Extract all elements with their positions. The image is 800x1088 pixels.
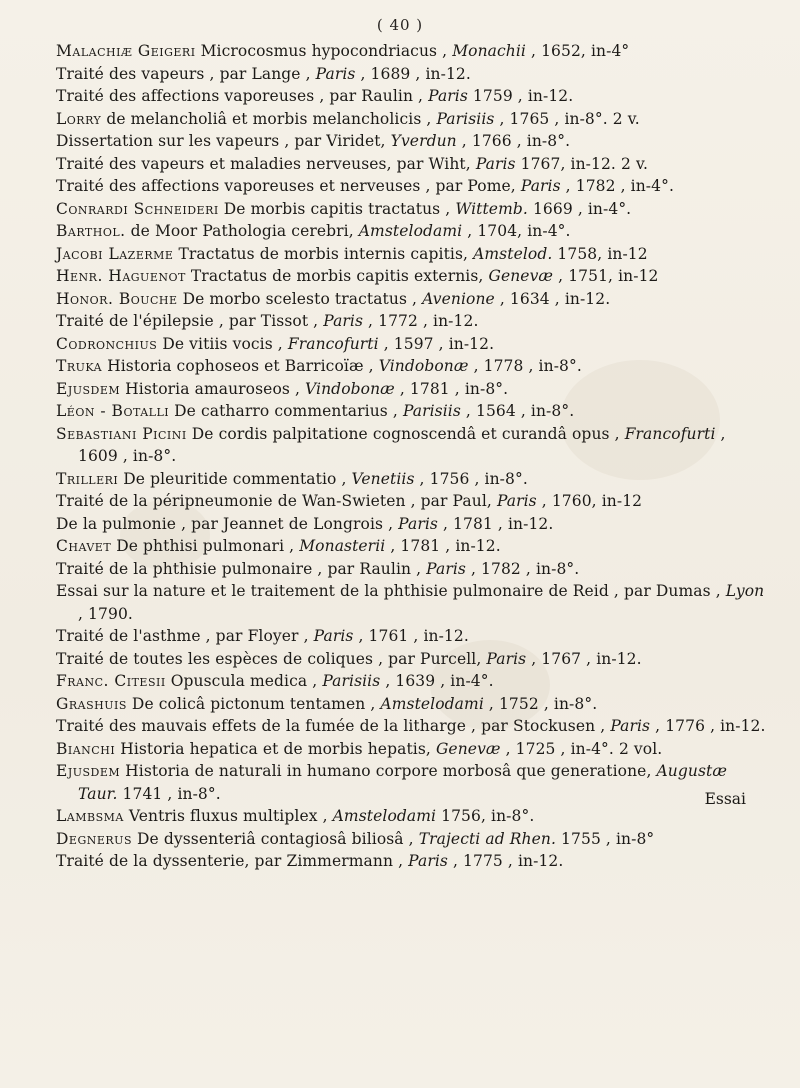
entry-title: Traité de la dyssenterie, par Zimmermann , (56, 852, 409, 870)
entry-imprint: , 1776 , in-12. (650, 717, 766, 735)
bibliography-entry (56, 490, 768, 513)
bibliography-entry (56, 175, 768, 198)
bibliography-entry (56, 63, 768, 86)
entry-imprint: 1756, in-8°. (436, 807, 535, 825)
bibliography-entry (56, 355, 768, 378)
entry-place: Monachii (452, 42, 526, 60)
entry-imprint: , 1639 , in-4°. (380, 672, 494, 690)
entry-author: Lorry (56, 109, 102, 128)
bibliography-entry (56, 108, 768, 131)
entry-place: Venetiis (351, 469, 415, 488)
entry-imprint: , 1760, in-12 (536, 492, 643, 510)
entry-place: Wittemb. (455, 199, 528, 218)
entry-place: Parisiis (436, 109, 495, 128)
entry-imprint: , 1767 , in-12. (526, 649, 642, 668)
entry-title: Traité des mauvais effets de la fumée de la litharge , par Stockusen , (56, 717, 611, 735)
entry-author: Honor. Bouche (56, 289, 178, 308)
entry-place: Amstelodami (358, 222, 463, 240)
entry-place: Paris (610, 717, 651, 735)
entry-title: de Moor Pathologia cerebri, (125, 222, 359, 240)
entry-imprint: , 1751, in-12 (553, 267, 659, 285)
bibliography-entry (56, 625, 768, 648)
entry-imprint: , 1781 , in-12. (437, 514, 554, 533)
entry-imprint: , 1689 , in-12. (355, 64, 471, 83)
entry-imprint: , 1765 , in-8°. 2 v. (494, 109, 640, 128)
bibliography-entry (56, 828, 768, 851)
entry-place: Parisiis (402, 402, 461, 420)
bibliography-entry (56, 423, 768, 468)
bibliography-entry (56, 288, 768, 311)
entry-imprint: , 1704, in-4°. (462, 222, 571, 240)
entry-imprint: , 1609 , in-8°. (78, 424, 726, 465)
entry-place: Paris (408, 852, 448, 870)
entry-imprint: , 1778 , in-8°. (468, 357, 582, 375)
entry-imprint: , 1725 , in-4°. 2 vol. (500, 739, 663, 758)
entry-place: Amstelod. (473, 244, 553, 263)
entry-place: Yverdun (390, 132, 457, 150)
bibliography-entry (56, 468, 768, 491)
entry-title: De catharro commentarius , (169, 402, 403, 420)
entry-author: Sebastiani Picini (56, 424, 187, 443)
bibliography-entry (56, 153, 768, 176)
entry-author: Jacobi Lazerme (56, 244, 174, 263)
catchword: Essai (704, 790, 746, 808)
entry-title: Traité de l'asthme , par Floyer , (56, 627, 314, 645)
entry-place: Paris (428, 87, 468, 105)
entry-place: Paris (323, 312, 364, 330)
entry-place: Genevæ (488, 267, 554, 285)
entry-author: Barthol. (56, 222, 126, 240)
entry-place: Paris (315, 64, 356, 83)
entry-author: Malachiæ Geigeri (56, 42, 196, 60)
entry-imprint: , 1761 , in-12. (353, 627, 469, 645)
entry-title: Dissertation sur les vapeurs , par Viridet, (56, 132, 391, 150)
entry-place: Vindobonæ (378, 357, 469, 375)
entry-title: Traité des affections vaporeuses , par Raulin , (56, 87, 429, 105)
entry-title: Traité de la phthisie pulmonaire , par Raulin , (56, 559, 427, 578)
bibliography-entry (56, 850, 768, 873)
bibliography-entry (56, 85, 768, 108)
entry-title: De vitiis vocis , (157, 334, 288, 353)
bibliography-entry (56, 333, 768, 356)
bibliography-entry (56, 198, 768, 221)
entry-place: Amstelodami (380, 694, 484, 713)
bibliography-entry (56, 378, 768, 401)
entry-author: Degnerus (56, 829, 132, 848)
entry-title: Historia de naturali in humano corpore morbosâ que generatione, (120, 762, 657, 780)
entry-imprint: , 1766 , in-8°. (456, 132, 571, 150)
entry-author: Truka (56, 357, 103, 375)
entry-place: Paris (426, 559, 466, 578)
bibliography-entry (56, 648, 768, 671)
entry-title: Historia hepatica et de morbis hepatis, (115, 739, 436, 758)
entry-author: Henr. Haguenot (56, 267, 186, 285)
entry-author: Bianchi (56, 739, 116, 758)
entry-title: Ventris fluxus multiplex , (123, 807, 333, 825)
entry-place: Trajecti ad Rhen. (418, 829, 557, 848)
entry-title: Tractatus de morbis capitis externis, (185, 267, 489, 285)
entry-imprint: , 1782 , in-8°. (465, 559, 580, 578)
entry-imprint: , 1790. (78, 604, 133, 623)
entry-title: Tractatus de morbis internis capitis, (173, 244, 474, 263)
entry-title: Opuscula medica , (165, 672, 323, 690)
bibliography-entry (56, 580, 768, 625)
entry-imprint: 1758, in-12 (552, 244, 648, 263)
bibliography-entry (56, 310, 768, 333)
entry-title: De morbo scelesto tractatus , (177, 289, 423, 308)
bibliography-entry (56, 693, 768, 716)
bibliography-entry (56, 400, 768, 423)
entry-imprint: , 1652, in-4° (526, 42, 630, 60)
entry-author: Ejusdem (56, 762, 121, 780)
entry-author: Trilleri (56, 469, 119, 488)
entry-author: Conrardi Schneideri (56, 199, 219, 218)
entry-author: Chavet (56, 537, 112, 555)
entry-place: Paris (313, 627, 354, 645)
entry-place: Avenione (422, 289, 495, 308)
entry-title: De dyssenteriâ contagiosâ biliosâ , (132, 829, 419, 848)
bibliography-entry (56, 513, 768, 536)
entry-imprint: , 1781 , in-12. (385, 537, 501, 555)
entry-place: Genevæ (435, 739, 501, 758)
entry-title: De la pulmonie , par Jeannet de Longrois , (56, 514, 399, 533)
entry-imprint: , 1782 , in-4°. (560, 177, 674, 195)
entry-author: Franc. Citesii (56, 672, 166, 690)
bibliography-entry (56, 670, 768, 693)
entry-author: Lambsma (56, 807, 124, 825)
entry-title: Traité de l'épilepsie , par Tissot , (56, 312, 324, 330)
bibliography-entry (56, 760, 768, 805)
entry-imprint: , 1756 , in-8°. (414, 469, 528, 488)
bibliography-entry (56, 558, 768, 581)
entry-imprint: , 1772 , in-12. (363, 312, 479, 330)
entry-place: Parisiis (322, 672, 381, 690)
bibliography-entry (56, 40, 768, 63)
entry-title: Traité des vapeurs et maladies nerveuses, par Wiht, (56, 154, 476, 173)
entry-imprint: 1741 , in-8°. (117, 784, 221, 803)
entry-place: Francofurti (287, 334, 379, 353)
entry-place: Monasterii (299, 537, 386, 555)
entry-title: de melancholiâ et morbis melancholicis , (101, 109, 437, 128)
bibliography-entry (56, 738, 768, 761)
entry-imprint: , 1597 , in-12. (378, 334, 495, 353)
entry-title: De pleuritide commentatio , (118, 469, 352, 488)
entry-title: Traité des vapeurs , par Lange , (56, 64, 316, 83)
bibliography-entry (56, 265, 768, 288)
entry-imprint: 1759 , in-12. (467, 87, 574, 105)
entry-imprint: , 1781 , in-8°. (394, 379, 509, 398)
entry-place: Paris (398, 514, 438, 533)
bibliography-entry (56, 130, 768, 153)
entry-imprint: 1767, in-12. 2 v. (515, 154, 649, 173)
bibliography-entry (56, 715, 768, 738)
entry-imprint: , 1775 , in-12. (447, 852, 564, 870)
bibliography-entry (56, 243, 768, 266)
entry-title: De phthisi pulmonari , (111, 537, 300, 555)
bibliography-entry (56, 535, 768, 558)
entry-place: Vindobonæ (305, 379, 395, 398)
entry-title: De cordis palpitatione cognoscendâ et curandâ opus , (186, 424, 625, 443)
entry-title: Essai sur la nature et le traitement de la phthisie pulmonaire de Reid , par Dumas , (56, 582, 726, 600)
entry-title: Traité de la péripneumonie de Wan-Swieten , par Paul, (56, 492, 497, 510)
entry-imprint: 1669 , in-4°. (527, 199, 632, 218)
entry-place: Lyon (725, 582, 765, 600)
entry-place: Paris (520, 177, 561, 195)
entry-title: Historia amauroseos , (120, 379, 306, 398)
entry-title: Traité des affections vaporeuses et nerveuses , par Pome, (56, 177, 521, 195)
entry-place: Paris (496, 492, 537, 510)
entry-title: Traité de toutes les espèces de coliques , par Purcell, (56, 649, 487, 668)
entry-title: De morbis capitis tractatus , (218, 199, 456, 218)
entry-place: Francofurti (624, 424, 716, 443)
page-number: ( 40 ) (376, 16, 424, 34)
entry-place: Augustæ Taur. (78, 762, 728, 803)
entry-author: Grashuis (56, 694, 127, 713)
bibliography-entry (56, 805, 768, 828)
entry-title: Historia cophoseos et Barricoïæ , (102, 357, 379, 375)
entry-place: Amstelodami (332, 807, 437, 825)
entry-author: Léon - Botalli (56, 402, 170, 420)
entry-place: Paris (475, 154, 516, 173)
entry-title: De colicâ pictonum tentamen , (126, 694, 381, 713)
bibliography-list (56, 40, 768, 873)
entry-imprint: , 1564 , in-8°. (460, 402, 575, 420)
entry-author: Ejusdem (56, 379, 121, 398)
entry-title: Microcosmus hypocondriacus , (195, 42, 453, 60)
entry-imprint: , 1634 , in-12. (494, 289, 611, 308)
entry-imprint: 1755 , in-8° (556, 829, 655, 848)
entry-place: Paris (486, 649, 527, 668)
bibliography-entry (56, 220, 768, 243)
entry-imprint: , 1752 , in-8°. (483, 694, 598, 713)
entry-author: Codronchius (56, 334, 158, 353)
